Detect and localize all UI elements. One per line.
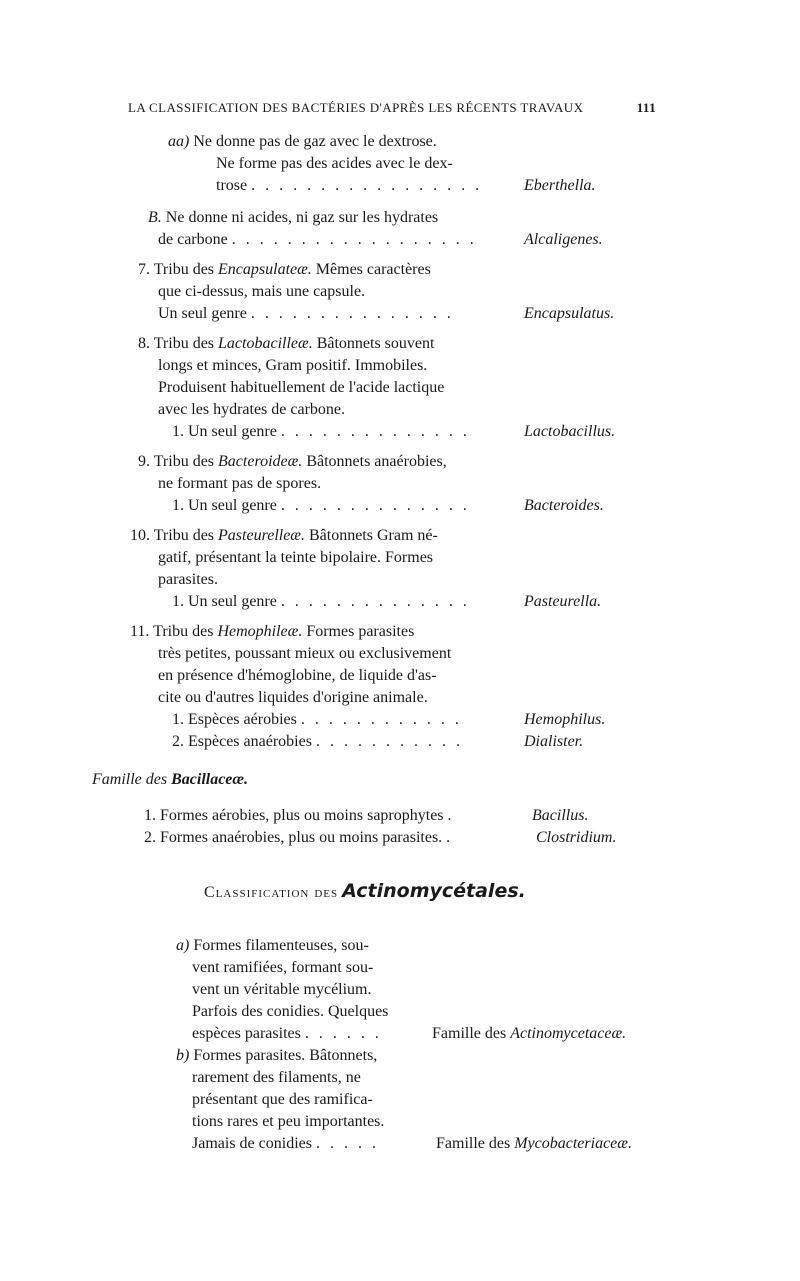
entry-aa-line3 (216, 176, 482, 196)
actino-a-line2: vent ramifiées, formant sou- (192, 959, 374, 976)
genus-lactobacillus: Lactobacillus. (524, 423, 616, 440)
leader-dots: . . . . . . . . . . . . . . (280, 497, 470, 514)
tribe-9-line3 (172, 496, 470, 516)
entry-text: espèces parasites (192, 1025, 301, 1042)
leader-dots: . . . . . (315, 1135, 379, 1152)
tribe-11-line4: cite ou d'autres liquides d'origine animale. (158, 689, 428, 706)
entry-text: Mêmes caractères (315, 261, 431, 278)
leader-dots: . . . . . . . . . . . . . . . . . (251, 177, 483, 194)
entry-text: Bâtonnets souvent (316, 335, 435, 352)
entry-marker: B. (148, 209, 162, 226)
actino-a-line4: Parfois des conidies. Quelques (192, 1003, 389, 1020)
tribe-10-line3: parasites. (158, 571, 218, 588)
tribe-name: Pasteurelleæ. (218, 527, 305, 544)
entry-text: de carbone (158, 231, 228, 248)
entry-text: 1. Un seul genre (172, 423, 277, 440)
actino-a-line1 (176, 936, 369, 956)
actino-b-line3: présentant que des ramifica- (192, 1091, 373, 1108)
entry-marker: b) (176, 1047, 190, 1064)
tribe-8-line3: Produisent habituellement de l'acide lactique (158, 379, 445, 396)
family-label: Famille des (92, 771, 168, 788)
tribe-7-line2: que ci-dessus, mais une capsule. (158, 283, 366, 300)
leader-dots: . . . . . . . . . . . . (300, 711, 462, 728)
genus-alcaligenes: Alcaligenes. (524, 231, 603, 248)
entry-aa-line1 (168, 132, 437, 152)
tribe-11-line5 (172, 710, 462, 730)
entry-b-line2 (158, 230, 477, 250)
genus-eberthella: Eberthella. (524, 177, 596, 194)
entry-text: Formes filamenteuses, sou- (193, 937, 369, 954)
tribe-label: 9. Tribu des (138, 453, 215, 470)
leader-dots: . . . . . . . . . . . . . . (280, 423, 470, 440)
family-name: Mycobacteriaceæ. (514, 1135, 632, 1152)
actino-b-line2: rarement des filaments, ne (192, 1069, 361, 1086)
entry-text: 1. Espèces aérobies (172, 711, 297, 728)
genus-clostridium: Clostridium. (536, 829, 617, 846)
entry-text: Ne donne ni acides, ni gaz sur les hydrates (165, 209, 439, 226)
family-name: Bacillaceæ. (171, 771, 248, 788)
actino-b-line4: tions rares et peu importantes. (192, 1113, 385, 1130)
entry-text: Bâtonnets Gram né- (308, 527, 438, 544)
tribe-8-line1 (138, 334, 434, 354)
actino-b-line5 (192, 1134, 379, 1154)
tribe-name: Lactobacilleæ. (218, 335, 313, 352)
entry-text: Un seul genre (158, 305, 247, 322)
entry-text: Jamais de conidies (192, 1135, 312, 1152)
family-label: Famille des (432, 1025, 507, 1042)
entry-text: 1. Un seul genre (172, 593, 277, 610)
genus-hemophilus: Hemophilus. (524, 711, 606, 728)
tribe-10-line1 (130, 526, 438, 546)
genus-dialister: Dialister. (524, 733, 584, 750)
tribe-label: 11. Tribu des (130, 623, 214, 640)
section-title (204, 880, 526, 902)
entry-text: Formes parasites (306, 623, 415, 640)
leader-dots: . . . . . . . . . . . (315, 733, 463, 750)
tribe-label: 7. Tribu des (138, 261, 215, 278)
entry-text: 1. Un seul genre (172, 497, 277, 514)
tribe-7-line1 (138, 260, 431, 280)
genus-bacillus: Bacillus. (532, 807, 589, 824)
leader-dots: . . . . . . (304, 1025, 382, 1042)
section-title-prefix: Classification des (204, 884, 339, 901)
entry-b-line1 (148, 208, 438, 228)
tribe-7-line3 (158, 304, 454, 324)
genus-encapsulatus: Encapsulatus. (524, 305, 615, 322)
entry-text: trose (216, 177, 248, 194)
tribe-name: Hemophileæ. (217, 623, 303, 640)
entry-marker: aa) (168, 133, 190, 150)
entry-text: Formes parasites. Bâtonnets, (193, 1047, 378, 1064)
entry-aa-line2: Ne forme pas des acides avec le dex- (216, 155, 453, 172)
family-label: Famille des (436, 1135, 511, 1152)
tribe-9-line2: ne formant pas de spores. (158, 475, 322, 492)
entry-text: Ne donne pas de gaz avec le dextrose. (193, 133, 437, 150)
entry-text: Bâtonnets anaérobies, (306, 453, 447, 470)
tribe-9-line1 (138, 452, 447, 472)
page-number: 111 (636, 100, 656, 115)
tribe-10-line2: gatif, présentant la teinte bipolaire. Formes (158, 549, 434, 566)
actino-a-line3: vent un véritable mycélium. (192, 981, 372, 998)
genus-bacteroides: Bacteroides. (524, 497, 604, 514)
tribe-label: 10. Tribu des (130, 527, 215, 544)
tribe-label: 8. Tribu des (138, 335, 215, 352)
leader-dots: . . . . . . . . . . . . . . . (250, 305, 454, 322)
family-mycobacteriaceae (436, 1134, 632, 1154)
tribe-8-line2: longs et minces, Gram positif. Immobiles. (158, 357, 428, 374)
actino-b-line1 (176, 1046, 377, 1066)
tribe-8-line5 (172, 422, 470, 442)
running-header (128, 100, 656, 116)
tribe-8-line4: avec les hydrates de carbone. (158, 401, 346, 418)
tribe-11-line6 (172, 732, 463, 752)
bacillaceae-item-2: 2. Formes anaérobies, plus ou moins parasites. . (144, 829, 451, 846)
leader-dots: . . . . . . . . . . . . . . (280, 593, 470, 610)
leader-dots: . . . . . . . . . . . . . . . . . . (231, 231, 477, 248)
tribe-name: Encapsulateæ. (218, 261, 312, 278)
tribe-11-line3: en présence d'hémoglobine, de liquide d'as- (158, 667, 437, 684)
family-bacillaceae-heading (92, 770, 248, 790)
entry-marker: a) (176, 937, 190, 954)
bacillaceae-item-1: 1. Formes aérobies, plus ou moins saprophytes . (144, 807, 452, 824)
tribe-10-line4 (172, 592, 470, 612)
entry-text: 2. Espèces anaérobies (172, 733, 312, 750)
section-title-name: Actinomycétales. (342, 880, 526, 902)
actino-a-line5 (192, 1024, 382, 1044)
tribe-11-line2: très petites, poussant mieux ou exclusivement (158, 645, 452, 662)
tribe-11-line1 (130, 622, 414, 642)
family-name: Actinomycetaceæ. (510, 1025, 627, 1042)
running-title: LA CLASSIFICATION DES BACTÉRIES D'APRÈS LES RÉCENTS TRAVAUX (128, 100, 584, 115)
tribe-name: Bacteroideæ. (218, 453, 303, 470)
genus-pasteurella: Pasteurella. (524, 593, 602, 610)
family-actinomycetaceae (432, 1024, 626, 1044)
